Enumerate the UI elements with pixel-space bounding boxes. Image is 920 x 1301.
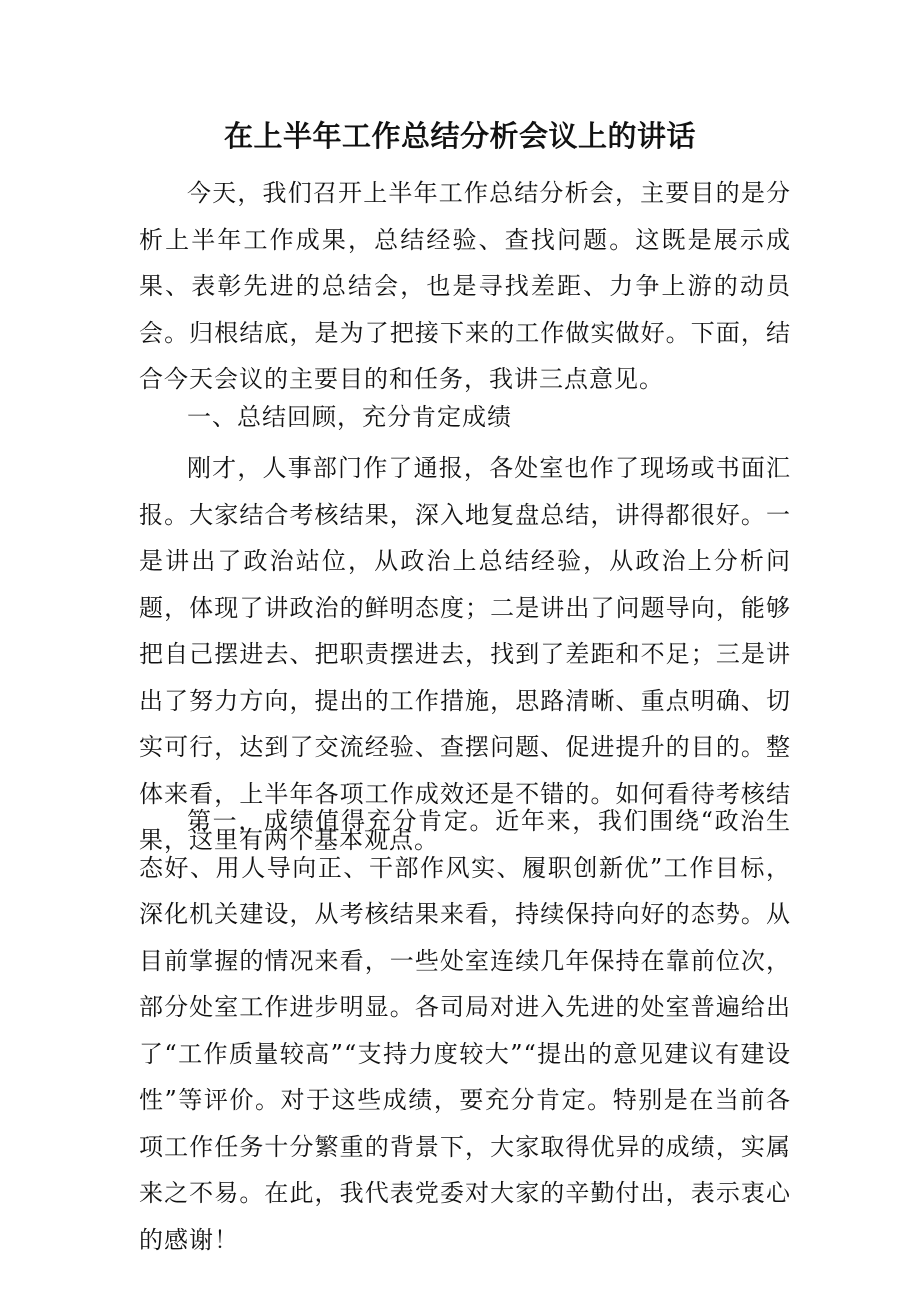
paragraph-review: 刚才，人事部门作了通报，各处室也作了现场或书面汇报。大家结合考核结果，深入地复盘总结，讲得都很好。一是讲出了政治站位，从政治上总结经验，从政治上分析问题，体现了讲政治的鲜明态度；二是讲出了问题导向，能够把自己摆进去、把职责摆进去，找到了差距和不足；三是讲出了努力方向，提出的工作措施，思路清晰、重点明确、切实可行，达到了交流经验、查摆问题、促进提升的目的。整体来看，上半年各项工作成效还是不错的。如何看待考核结果，这里有两个基本观点。 — [139, 454, 791, 854]
paragraph-intro: 今天，我们召开上半年工作总结分析会，主要目的是分析上半年工作成果，总结经验、查找问题。这既是展示成果、表彰先进的总结会，也是寻找差距、力争上游的动员会。归根结底，是为了把接下来的工作做实做好。下面，结合今天会议的主要目的和任务，我讲三点意见。 — [139, 179, 791, 393]
paragraph-achievements: 第一，成绩值得充分肯定。近年来，我们围绕“政治生态好、用人导向正、干部作风实、履职创新优”工作目标，深化机关建设，从考核结果来看，持续保持向好的态势。从目前掌握的情况来看，一些处室连续几年保持在靠前位次，部分处室工作进步明显。各司局对进入先进的处室普遍给出了“工作质量较高”“支持力度较大”“提出的意见建议有建设性”等评价。对于这些成绩，要充分肯定。特别是在当前各项工作任务十分繁重的背景下，大家取得优异的成绩，实属来之不易。在此，我代表党委对大家的辛勤付出，表示衷心的感谢！ — [139, 807, 791, 1254]
section-heading-1: 一、总结回顾，充分肯定成绩 — [187, 403, 512, 431]
document-title: 在上半年工作总结分析会议上的讲话 — [223, 119, 696, 153]
